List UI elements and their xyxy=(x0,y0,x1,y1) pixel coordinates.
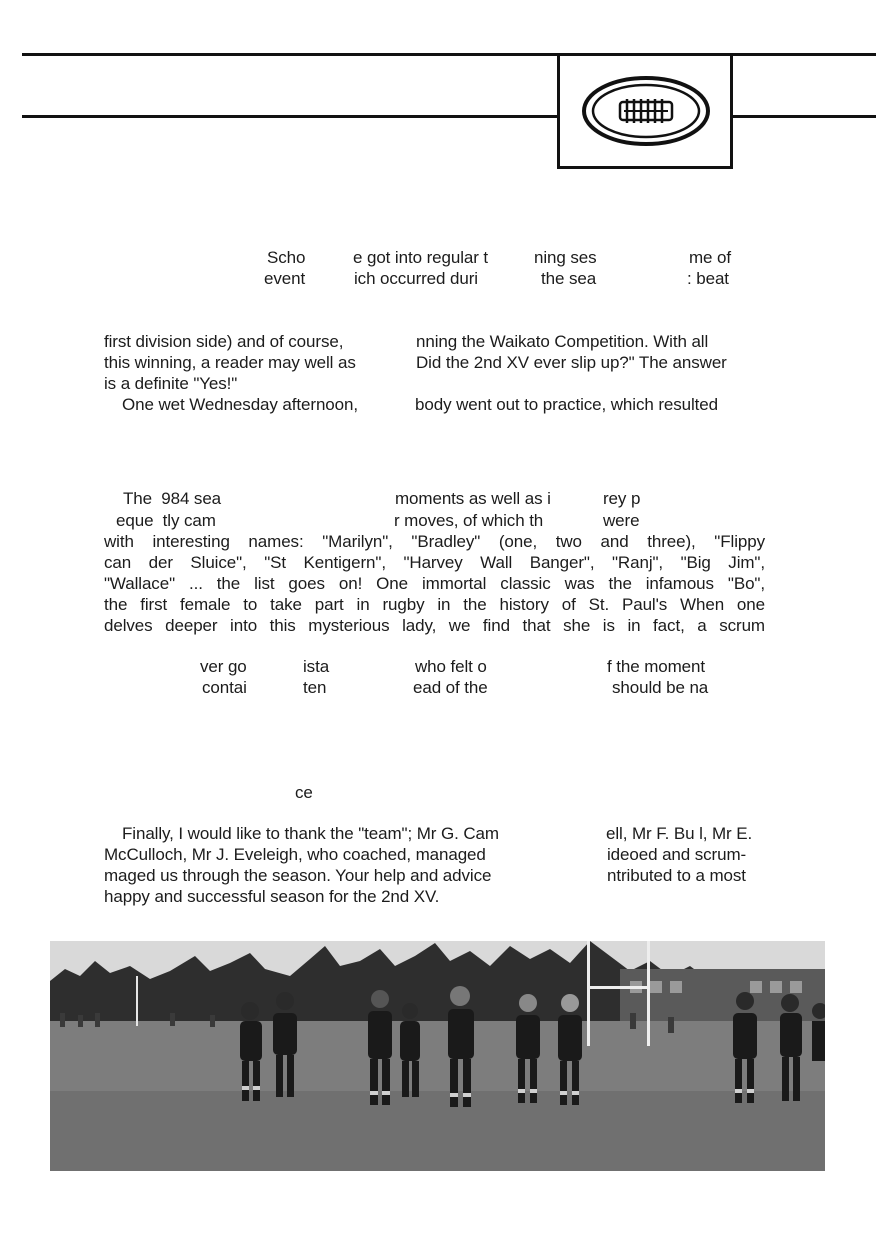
text-line: can der Sluice", "St Kentigern", "Harvey Wall Banger", "Ranj", "Big Jim", xyxy=(104,553,765,572)
text-fragment: ich occurred duri xyxy=(354,269,478,288)
text-line: delves deeper into this mysterious lady, we find that she is in fact, a scrum xyxy=(104,616,765,635)
text-fragment: ead of the xyxy=(413,678,488,697)
text-fragment: McCulloch, Mr J. Eveleigh, who coached, managed xyxy=(104,845,486,864)
rugby-team-photo xyxy=(50,941,825,1171)
text-line: the first female to take part in rugby in the history of St. Paul's When one xyxy=(104,595,765,614)
text-fragment: Did the 2nd XV ever slip up?" The answer xyxy=(416,353,727,372)
text-fragment: this winning, a reader may well as xyxy=(104,353,356,372)
text-fragment: ntributed to a most xyxy=(607,866,746,885)
rugby-emblem-box xyxy=(557,53,733,169)
text-fragment: ten xyxy=(303,678,327,697)
text-fragment: were xyxy=(603,511,640,530)
text-fragment: ver go xyxy=(200,657,247,676)
text-fragment: ista xyxy=(303,657,330,676)
text-fragment: : beat xyxy=(687,269,729,288)
rugby-ball-icon xyxy=(580,74,712,148)
text-fragment: eque tly cam xyxy=(116,511,216,530)
text-fragment: ideoed and scrum- xyxy=(607,845,747,864)
text-fragment: rey p xyxy=(603,489,641,508)
text-fragment: Scho xyxy=(267,248,306,267)
text-fragment: r moves, of which th xyxy=(394,511,544,530)
header-rule-top xyxy=(22,53,876,56)
text-fragment: event xyxy=(264,269,306,288)
text-fragment: contai xyxy=(202,678,247,697)
text-fragment: body went out to practice, which resulted xyxy=(415,395,719,414)
rugby-team-photo-drawing xyxy=(50,941,825,1171)
text-fragment: ell, Mr F. Bu l, Mr E. xyxy=(606,824,753,843)
header-rule-bottom-left xyxy=(22,115,559,118)
text-fragment: happy and successful season for the 2nd XV. xyxy=(104,887,440,906)
text-fragment: The 984 sea xyxy=(123,489,222,508)
text-fragment: f the moment xyxy=(607,657,706,676)
text-line: "Wallace" ... the list goes on! One immortal classic was the infamous "Bo", xyxy=(104,574,765,593)
text-fragment: ce xyxy=(295,783,313,802)
text-fragment: Finally, I would like to thank the "team"; Mr G. Cam xyxy=(122,824,499,843)
text-fragment: should be na xyxy=(612,678,709,697)
text-fragment: maged us through the season. Your help and advice xyxy=(104,866,492,885)
text-fragment: nning the Waikato Competition. With all xyxy=(416,332,709,351)
text-fragment: ning ses xyxy=(534,248,597,267)
text-fragment: e got into regular t xyxy=(353,248,489,267)
text-fragment: is a definite "Yes!" xyxy=(104,374,238,393)
text-fragment: first division side) and of course, xyxy=(104,332,344,351)
text-fragment: who felt o xyxy=(415,657,487,676)
text-fragment: moments as well as i xyxy=(395,489,551,508)
text-fragment: me of xyxy=(689,248,732,267)
text-line: with interesting names: "Marilyn", "Bradley" (one, two and three), "Flippy xyxy=(104,532,765,551)
header-rule-bottom-right xyxy=(731,115,876,118)
text-fragment: the sea xyxy=(541,269,597,288)
text-fragment: One wet Wednesday afternoon, xyxy=(122,395,358,414)
